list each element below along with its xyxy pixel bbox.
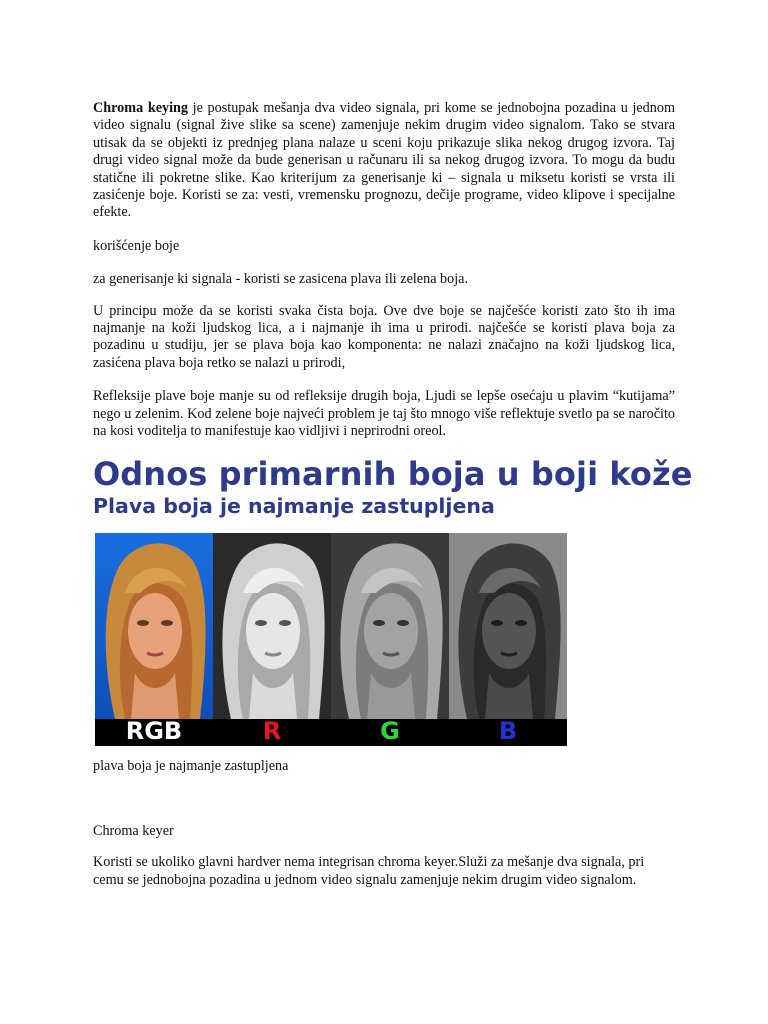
rgb-channels-figure [95,533,567,746]
green-channel-face-image [331,533,449,719]
generisanje-line: za generisanje ki signala - koristi se zasicena plava ili zelena boja. [93,271,469,288]
green-channel-panel [331,533,449,719]
blue-channel-panel [449,533,567,719]
intro-term: Chroma keying [93,100,189,116]
slide-title: Odnos primarnih boja u boji kože [93,454,693,493]
refleksije-paragraph: Refleksije plave boje manje su od refleksije drugih boja, Ljudi se lepše osećaju u plavim “kutijama” nego u zelenim. Kod zelene boje najveći problem je taj što mnogo više reflektuje svetlo pa se naročito na kosi voditelja to manifestuje kao vidljivi i neprirodni oreol. [93,388,675,440]
rgb-face-image [95,533,213,719]
red-channel-face-image [213,533,331,719]
princip-paragraph: U principu može da se koristi svaka čista boja. Ove dve boje se najčešće koristi zato što ih ima najmanje na koži ljudskog lica, a i najmanje ih ima u prirodi. najčešće se koristi plava boja za pozadinu u studiju, jer se plava boja kao komponenta: ne nalazi značajno na koži ljudskog lica, zasićena plava boja retko se nalazi u prirodi, [93,302,675,371]
rgb-photo-panel [95,533,213,719]
keyer-paragraph: Koristi se ukoliko glavni hardver nema integrisan chroma keyer.Služi za mešanje dva signala, pri cemu se jednobojna pozadina u jednom video signalu zamenjuje nekim drugim video signalom. [93,854,645,888]
figure-caption: plava boja je najmanje zastupljena [93,757,289,774]
label-r: R [262,716,282,745]
label-g: G [380,716,400,745]
koriscenje-boje-line: korišćenje boje [93,237,180,254]
label-b: B [498,716,518,745]
intro-text: je postupak mešanja dva video signala, pri kome se jednobojna pozadina u jednom video signalu (signal žive slike sa scene) zamenjuje nekim drugim video signalom. Tako se stvara utisak da se objekti iz prednjeg plana nalaze u sceni koju prikazuje slika nekog drugog izvora. Taj drugi video signal može da bude generisan u računaru ili sa nekog drugog izvora. To mogu da budu statične ili pokretne slike. Kao kriterijum za generisanje ki – signala u miksetu koristi se vrsta ili zasićenje boje. Koristi se za: vesti, vremensku prognozu, dečije programe, video klipove i specijalne efekte. [93,100,676,221]
document-content [93,100,693,889]
slide-subtitle: Plava boja je najmanje zastupljena [93,493,495,518]
blue-channel-face-image [449,533,567,719]
label-rgb: RGB [125,716,183,745]
red-channel-panel [213,533,331,719]
keyer-heading: Chroma keyer [93,822,174,839]
intro-paragraph [93,100,675,222]
